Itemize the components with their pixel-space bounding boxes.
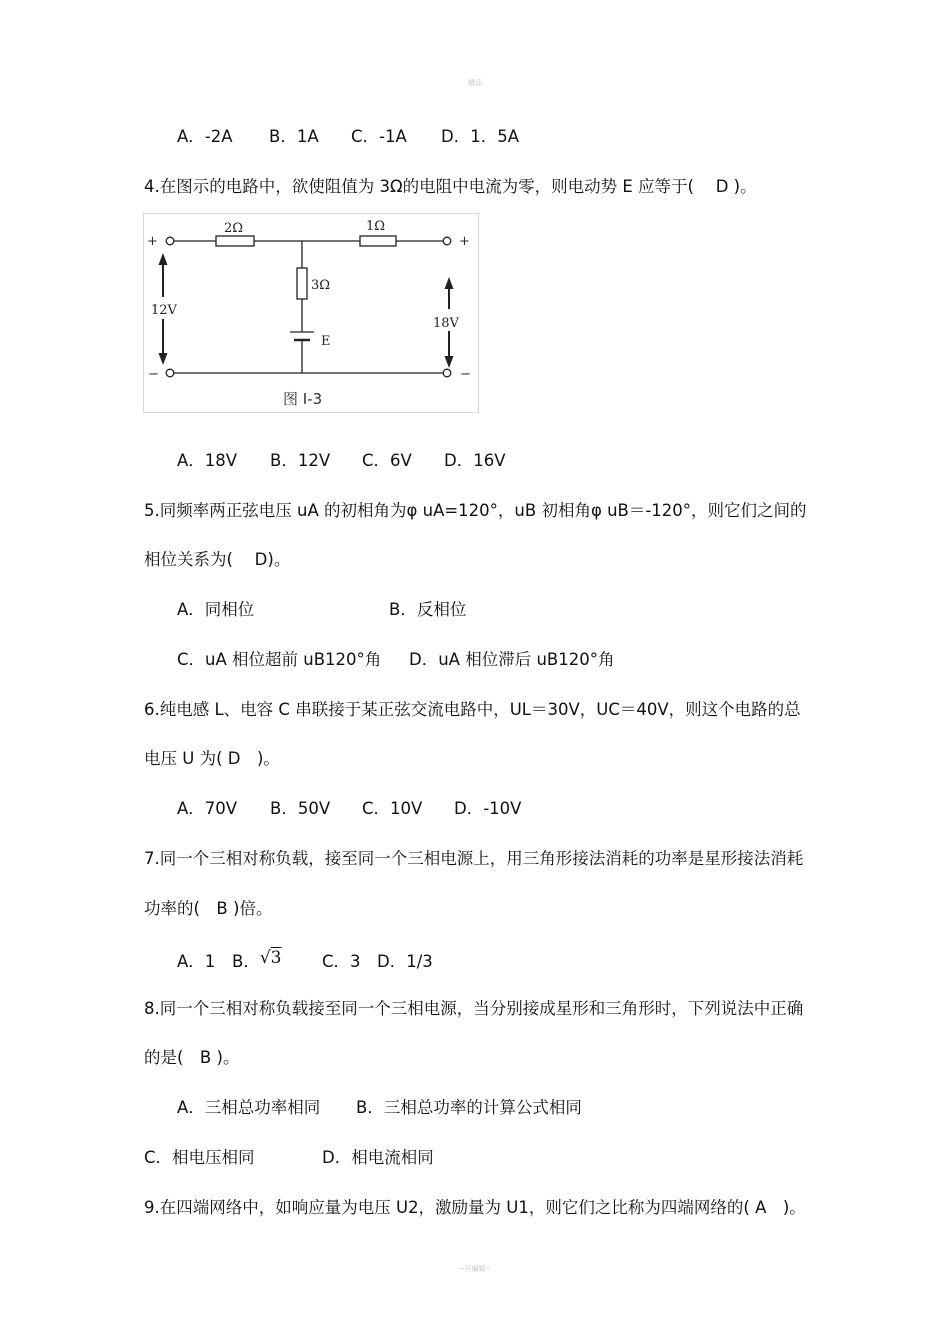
q5-option-b: B．反相位	[389, 600, 467, 619]
terminal-top-right	[443, 237, 451, 245]
resistor-3ohm	[297, 268, 307, 299]
q5-option-a: A．同相位	[177, 600, 255, 619]
q5-stem-line2: 相位关系为( D)。	[144, 550, 291, 569]
label-r-left: 2Ω	[224, 221, 244, 236]
label-r-mid: 3Ω	[311, 278, 331, 293]
q4-option-c: C．6V	[362, 451, 412, 470]
label-plus-left: +	[147, 234, 158, 249]
q5-stem-line1: 5.同频率两正弦电压 uA 的初相角为φ uA=120°，uB 初相角φ uB＝-120°，则它们之间的	[144, 501, 807, 520]
q6-option-a: A．70V	[177, 799, 238, 818]
q8-options-cd	[144, 1148, 434, 1168]
page-footer: --可编辑--	[459, 1265, 491, 1273]
sqrt-3-radicand: 3	[270, 948, 282, 968]
q3-option-b: B．1A	[269, 127, 319, 146]
q7-option-d: D．1/3	[377, 952, 433, 971]
q3-option-d: D．1．5A	[441, 127, 519, 146]
q5-option-d: D．uA 相位滞后 uB120°角	[409, 650, 615, 669]
q8-options-ab	[177, 1098, 582, 1118]
q7-option-b	[232, 948, 322, 972]
q7-stem-line1: 7.同一个三相对称负载，接至同一个三相电源上，用三角形接法消耗的功率是星形接法消耗	[144, 849, 804, 868]
q6-option-b: B．50V	[270, 799, 331, 818]
q3-option-c: C．-1A	[351, 127, 407, 146]
q5-options-cd	[177, 650, 614, 670]
q9-stem-line1: 9.在四端网络中，如响应量为电压 U2，激励量为 U1，则它们之比称为四端网络的( A )。	[144, 1198, 806, 1217]
figure-caption: 图 I-3	[283, 390, 323, 408]
figure-frame	[144, 214, 479, 413]
q4-option-a: A．18V	[177, 451, 238, 470]
q5-option-c: C．uA 相位超前 uB120°角	[177, 650, 382, 669]
terminal-top-left	[166, 237, 174, 245]
q6-options	[177, 799, 521, 819]
q3-options	[177, 127, 519, 147]
label-plus-right: +	[459, 234, 470, 249]
q4-option-b: B．12V	[270, 451, 331, 470]
q6-option-d: D．-10V	[454, 799, 522, 818]
resistor-2ohm	[216, 236, 254, 246]
q4-stem: 4.在图示的电路中，欲使阻值为 3Ω的电阻中电流为零，则电动势 E 应等于( D )。	[144, 177, 757, 196]
q8-option-c: C．相电压相同	[144, 1148, 255, 1167]
terminal-bottom-left	[166, 369, 174, 377]
resistor-1ohm	[360, 236, 396, 246]
sqrt-3-formula: √3	[259, 948, 282, 968]
q3-option-a: A．-2A	[177, 127, 233, 146]
label-r-right: 1Ω	[366, 219, 386, 234]
q7-stem-line2: 功率的( B )倍。	[144, 899, 273, 918]
q8-option-b: B．三相总功率的计算公式相同	[356, 1098, 582, 1117]
terminal-bottom-right	[443, 369, 451, 377]
label-v-right: 18V	[433, 316, 459, 331]
q8-option-a: A．三相总功率相同	[177, 1098, 321, 1117]
q4-option-d: D．16V	[444, 451, 506, 470]
q6-option-c: C．10V	[362, 799, 423, 818]
q6-stem-line1: 6.纯电感 L、电容 C 串联接于某正弦交流电路中，UL＝30V，UC＝40V，则这个电路的总	[144, 700, 801, 719]
label-source: E	[321, 334, 331, 349]
page-header: 精品	[468, 79, 482, 87]
q6-stem-line2: 电压 U 为( D )。	[144, 749, 280, 768]
q7-options	[177, 948, 433, 972]
label-v-left: 12V	[151, 303, 177, 318]
q5-options-ab	[177, 600, 466, 620]
q7-option-b-prefix: B．	[232, 952, 260, 971]
label-minus-left: −	[148, 367, 159, 382]
q8-stem-line1: 8.同一个三相对称负载接至同一个三相电源，当分别接成星形和三角形时，下列说法中正确	[144, 999, 804, 1018]
q4-options	[177, 451, 506, 471]
q8-option-d: D．相电流相同	[322, 1148, 434, 1167]
q8-stem-line2: 的是( B )。	[144, 1048, 240, 1067]
q7-option-c: C．3	[322, 952, 361, 971]
q7-option-a: A．1	[177, 952, 216, 971]
label-minus-right: −	[460, 367, 471, 382]
circuit-figure	[143, 213, 479, 413]
